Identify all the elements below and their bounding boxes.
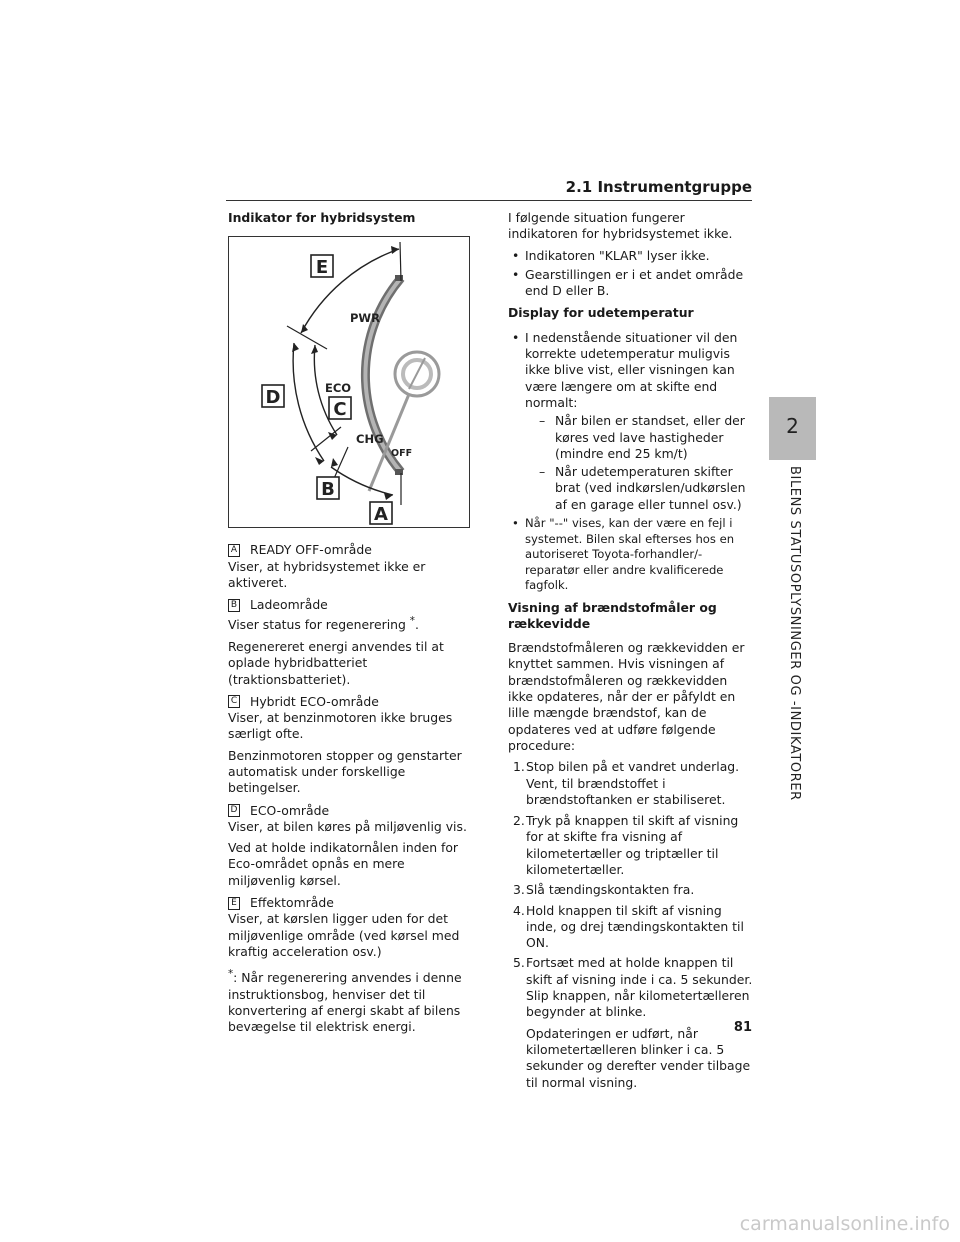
- callout-c: C: [333, 399, 347, 421]
- footnote-mark: *: [409, 615, 415, 628]
- gauge-label-off: OFF: [391, 448, 413, 460]
- procedure-step: [508, 813, 754, 878]
- footnote: *: Når regenerering anvendes i denne instruktionsbog, henviser det til konvertering af energi skabt af bilens bevægelse til elektrisk energi.: [228, 968, 462, 1035]
- step-text: Slå tændingskontakten fra.: [526, 882, 695, 898]
- item-e-title: Effektområde: [250, 895, 334, 911]
- item-d-letter: D: [228, 804, 240, 817]
- item-e: [228, 895, 474, 960]
- callout-b: B: [321, 479, 335, 501]
- item-a-body: Viser, at hybridsystemet ikke er aktiveret.: [228, 558, 426, 590]
- chapter-title: BILENS STATUSOPLYSNINGER OG -INDIKATORER: [787, 466, 802, 801]
- heading-fuel-gauge: Visning af brændstofmåler og rækkevidde: [508, 599, 717, 631]
- list-item: – Når bilen er standset, eller der køres ved lave hastigheder (mindre end 25 km/t): [525, 413, 754, 462]
- gauge-label-chg: CHG: [356, 432, 384, 447]
- item-a-letter: A: [228, 544, 240, 557]
- chapter-number: 2: [786, 414, 799, 438]
- step-note: Opdateringen er udført, når kilometertælleren blinker i ca. 5 sekunder og derefter vender tilbage til normal visning.: [526, 1025, 751, 1090]
- item-e-letter: E: [228, 897, 240, 910]
- watermark: carmanualsonline.info: [739, 1213, 950, 1235]
- right-column: [508, 210, 754, 1096]
- hybrid-gauge-illustration: [229, 237, 469, 527]
- left-column: [228, 210, 474, 1041]
- step-number: 2.: [513, 813, 525, 829]
- item-c-title: Hybridt ECO-område: [250, 693, 379, 709]
- item-b: [228, 597, 474, 688]
- list-item: • Når "--" vises, kan der være en fejl i systemet. Bilen skal efterses hos en autoriseret Toyota-forhandler/-reparatør eller andre kvalificerede fagfolk.: [508, 516, 754, 594]
- temp-sub-bullets: [525, 413, 754, 513]
- item-a: [228, 542, 474, 591]
- item-d-title: ECO-område: [250, 802, 330, 818]
- step-number: 5.: [513, 955, 525, 971]
- step-number: 3.: [513, 882, 525, 898]
- step-text: Stop bilen på et vandret underlag.: [526, 759, 740, 775]
- list-item: • I nedenstående situationer vil den korrekte udetemperatur muligvis ikke blive vist, eller visningen kan være længere om at skifte end normalt: – Når bilen er standset, eller der køres ved lave hastigheder (mindre end 25 km/t) – Når udetemperaturen skifter brat (ved indkørslen/udkørslen af en garage eller tunnel osv.): [508, 330, 754, 513]
- procedure-steps: [508, 759, 754, 1091]
- indicator-bullets: [508, 248, 754, 300]
- step-text: Fortsæt med at holde knappen til skift af visning inde i ca. 5 sekunder.: [526, 955, 753, 987]
- gauge-label-pwr: PWR: [350, 311, 380, 326]
- item-d: [228, 803, 474, 889]
- item-c-body2: Benzinmotoren stopper og genstarter automatisk under forskellige betingelser.: [228, 747, 462, 796]
- procedure-step: [508, 882, 754, 898]
- page-number: 81: [733, 1020, 752, 1035]
- step-note: Vent, til brændstoffet i brændstoftanken er stabiliseret.: [526, 775, 726, 807]
- heading-hybrid-indicator: Indikator for hybridsystem: [228, 210, 416, 225]
- fuel-intro: Brændstofmåleren og rækkevidden er knyttet sammen. Hvis visningen af brændstofmåleren og rækkevidden ikke opdateres, når der er påfyldt en lille mængde brændstof, kan de opdateres ved at udføre følgende procedure:: [508, 640, 745, 753]
- item-b-title: Ladeområde: [250, 597, 328, 613]
- step-note: Slip knappen, når kilometertælleren begynder at blinke.: [526, 988, 750, 1020]
- step-text: Tryk på knappen til skift af visning for at skifte fra visning af kilometertæller og triptæller til kilometertæller.: [526, 813, 739, 877]
- header-rule: [226, 200, 752, 201]
- procedure-step: [508, 903, 754, 952]
- gauge-label-eco: ECO: [325, 381, 352, 396]
- item-d-body2: Ved at holde indikatornålen inden for Eco-området opnås en mere miljøvenlig kørsel.: [228, 840, 459, 888]
- callout-a: A: [374, 504, 388, 526]
- item-c-letter: C: [228, 695, 240, 708]
- item-c: [228, 694, 474, 797]
- hybrid-indicator-figure: [228, 236, 470, 528]
- item-a-title: READY OFF-område: [250, 542, 372, 558]
- list-item: • Indikatoren "KLAR" lyser ikke.: [508, 248, 754, 264]
- callout-e: E: [315, 257, 329, 279]
- item-b-letter: B: [228, 599, 240, 612]
- list-item: – Når udetemperaturen skifter brat (ved indkørslen/udkørslen af en garage eller tunnel osv.): [525, 464, 754, 513]
- procedure-step: [508, 759, 754, 808]
- heading-outside-temp: Display for udetemperatur: [508, 305, 694, 321]
- list-item: • Gearstillingen er i et andet område end D eller B.: [508, 267, 754, 300]
- step-text: Hold knappen til skift af visning inde, og drej tændingskontakten til ON.: [526, 902, 744, 951]
- item-d-body: Viser, at bilen køres på miljøvenlig vis.: [228, 818, 467, 834]
- step-number: 1.: [513, 759, 525, 775]
- item-b-body: Viser status for regenerering *.: [228, 615, 419, 633]
- temp-bullets: [508, 330, 754, 594]
- item-b-body2: Regenereret energi anvendes til at oplade hybridbatteriet (traktionsbatteriet).: [228, 638, 444, 687]
- indicator-intro: I følgende situation fungerer indikatoren for hybridsystemet ikke.: [508, 210, 733, 242]
- callout-d: D: [265, 387, 281, 409]
- item-e-body: Viser, at kørslen ligger uden for det miljøvenlige område (ved kørsel med kraftig acceleration osv.): [228, 911, 460, 959]
- item-c-body: Viser, at benzinmotoren ikke bruges særligt ofte.: [228, 710, 453, 742]
- section-title: 2.1 Instrumentgruppe: [565, 178, 752, 196]
- step-number: 4.: [513, 902, 525, 918]
